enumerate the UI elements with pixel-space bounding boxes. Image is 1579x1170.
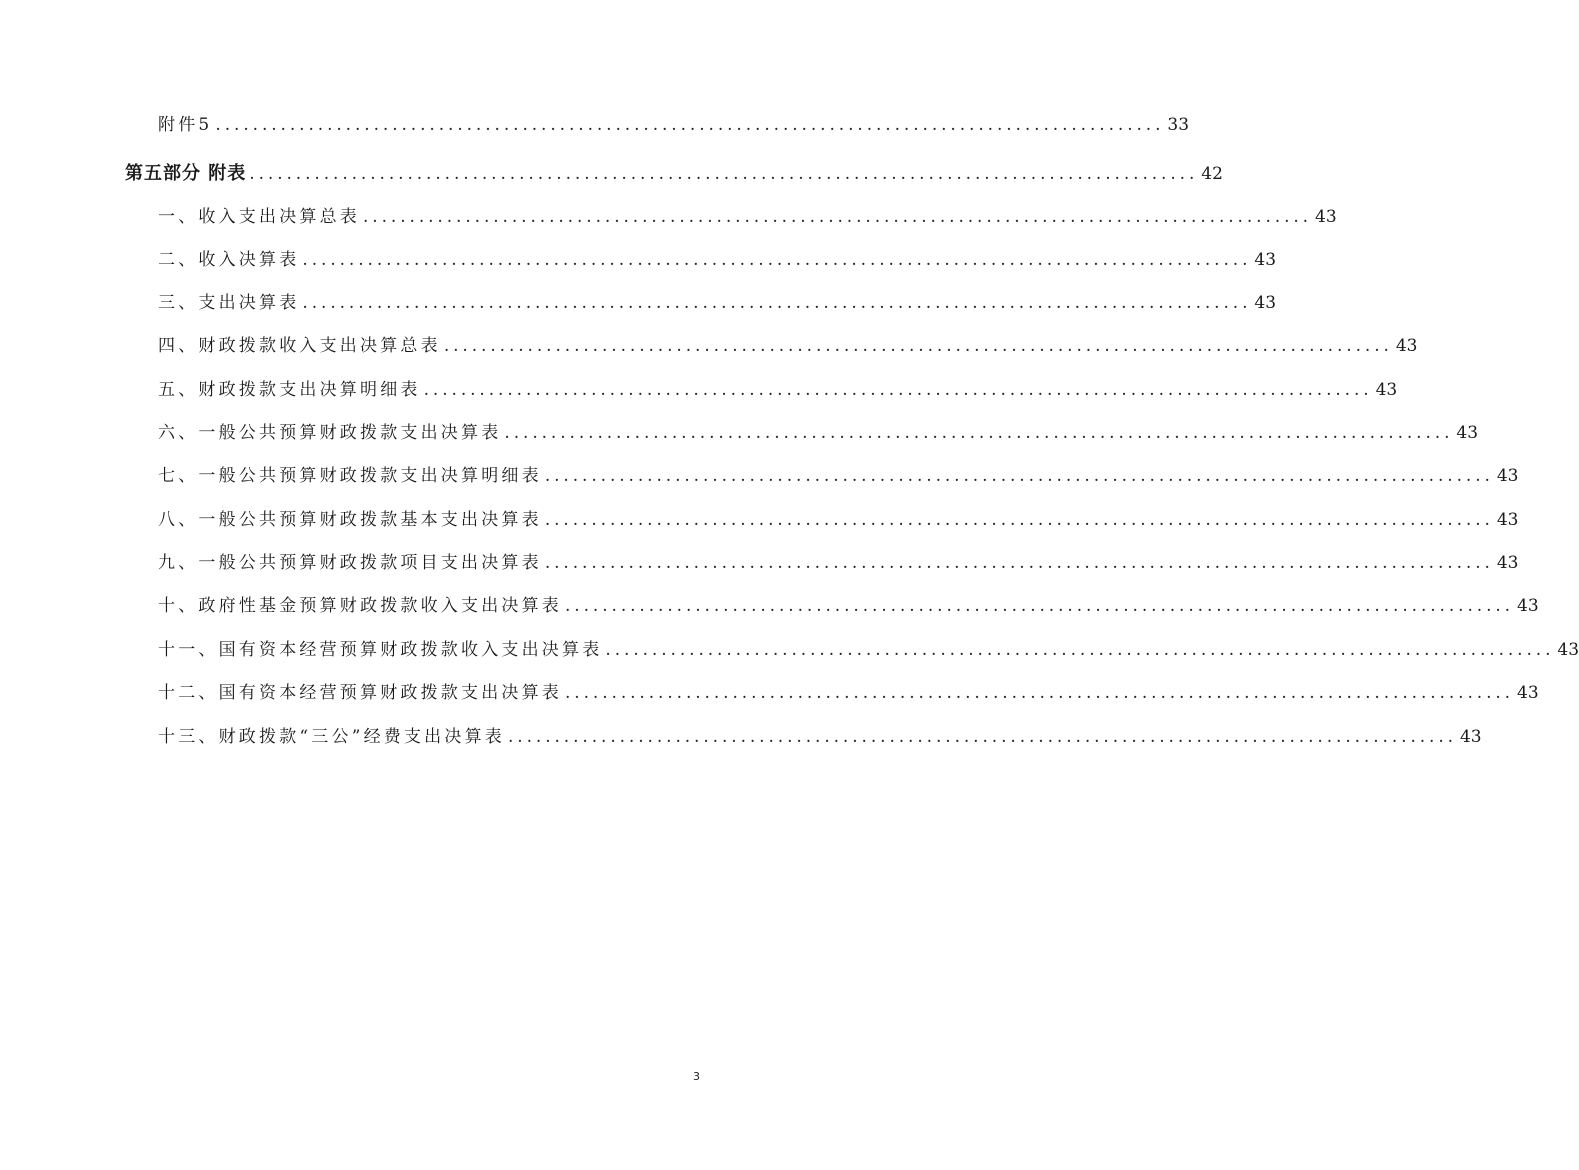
toc-entry[interactable] bbox=[158, 591, 1539, 616]
toc-entry-label: 一、收入支出决算总表 bbox=[158, 207, 360, 227]
toc-entry-label: 六、一般公共预算财政拨款支出决算表 bbox=[158, 423, 502, 443]
toc-entry-label: 十、政府性基金预算财政拨款收入支出决算表 bbox=[158, 596, 562, 616]
toc-entry[interactable] bbox=[158, 245, 1277, 270]
toc-entry-page: 43 bbox=[1517, 683, 1539, 703]
toc-entry-label: 十三、财政拨款“三公”经费支出决算表 bbox=[158, 727, 505, 747]
toc-leader-dots: ...................................................................................................... bbox=[423, 380, 1373, 400]
toc-entry-page: 43 bbox=[1517, 596, 1539, 616]
toc-leader-dots: ...................................................................................................... bbox=[443, 336, 1393, 356]
toc-entry-label: 五、财政拨款支出决算明细表 bbox=[158, 380, 421, 400]
toc-entry-page: 43 bbox=[1496, 510, 1519, 530]
toc-leader-dots: ...................................................................................................... bbox=[544, 510, 1494, 530]
toc-entry[interactable] bbox=[158, 505, 1519, 530]
toc-entry-part[interactable] bbox=[125, 159, 1223, 184]
toc-entry-page: 43 bbox=[1375, 380, 1398, 400]
toc-entry-page: 43 bbox=[1315, 207, 1337, 227]
toc-entry[interactable] bbox=[158, 110, 1190, 135]
toc-entry-label: 十二、国有资本经营预算财政拨款支出决算表 bbox=[158, 683, 562, 703]
toc-entry[interactable] bbox=[158, 331, 1418, 356]
toc-leader-dots: ...................................................................................................... bbox=[565, 683, 1514, 703]
toc-leader-dots: ...................................................................................................... bbox=[544, 553, 1494, 573]
toc-entry-page: 43 bbox=[1395, 336, 1418, 356]
toc-entry-label: 第五部分 附表 bbox=[125, 163, 247, 184]
toc-entry[interactable] bbox=[158, 678, 1539, 703]
page-number: 3 bbox=[693, 1070, 700, 1083]
toc-entry-page: 43 bbox=[1496, 466, 1519, 486]
toc-leader-dots: ...................................................................................................... bbox=[507, 727, 1457, 747]
toc-entry-label: 七、一般公共预算财政拨款支出决算明细表 bbox=[158, 466, 542, 486]
toc-entry[interactable] bbox=[158, 418, 1479, 443]
toc-leader-dots: ...................................................................................................... bbox=[302, 250, 1252, 270]
toc-entry-page: 33 bbox=[1167, 115, 1190, 135]
toc-entry-label: 三、支出决算表 bbox=[158, 293, 300, 313]
toc-entry-label: 八、一般公共预算财政拨款基本支出决算表 bbox=[158, 510, 542, 530]
toc-leader-dots: ...................................................................................................... bbox=[544, 466, 1494, 486]
toc-entry-page: 43 bbox=[1254, 293, 1277, 313]
toc-entry[interactable] bbox=[158, 461, 1519, 486]
toc-entry[interactable] bbox=[158, 375, 1398, 400]
toc-entry[interactable] bbox=[158, 288, 1277, 313]
toc-leader-dots: ...................................................................................................... bbox=[249, 164, 1199, 184]
toc-entry-label: 四、财政拨款收入支出决算总表 bbox=[158, 336, 441, 356]
toc-entry[interactable] bbox=[158, 635, 1579, 660]
toc-entry-label: 附件5 bbox=[158, 115, 213, 135]
toc-entry-page: 42 bbox=[1201, 164, 1223, 184]
toc-leader-dots: ...................................................................................................... bbox=[504, 423, 1454, 443]
toc-leader-dots: ...................................................................................................... bbox=[605, 640, 1555, 660]
toc-entry-label: 二、收入决算表 bbox=[158, 250, 300, 270]
toc-entry[interactable] bbox=[158, 202, 1337, 227]
toc-entry-page: 43 bbox=[1254, 250, 1277, 270]
toc-entry-page: 43 bbox=[1496, 553, 1519, 573]
toc-entry[interactable] bbox=[158, 722, 1482, 747]
toc-leader-dots: ...................................................................................................... bbox=[565, 596, 1514, 616]
toc-leader-dots: ...................................................................................................... bbox=[363, 207, 1312, 227]
toc-leader-dots: ...................................................................................................... bbox=[302, 293, 1252, 313]
toc-entry[interactable] bbox=[158, 548, 1519, 573]
toc-entry-page: 43 bbox=[1557, 640, 1579, 660]
toc-entry-page: 43 bbox=[1456, 423, 1479, 443]
toc-entry-label: 九、一般公共预算财政拨款项目支出决算表 bbox=[158, 553, 542, 573]
toc-entry-page: 43 bbox=[1459, 727, 1482, 747]
toc-leader-dots: ...................................................................................................... bbox=[215, 115, 1165, 135]
toc-entry-label: 十一、国有资本经营预算财政拨款收入支出决算表 bbox=[158, 640, 603, 660]
